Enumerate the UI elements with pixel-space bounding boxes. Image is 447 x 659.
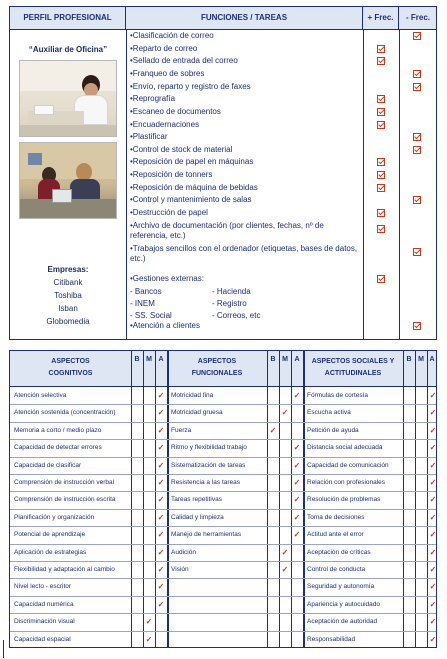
gestion-item: - Registro xyxy=(212,299,247,308)
header-menos-frec: - Frec. xyxy=(405,13,430,22)
check-mark-icon: ✓ xyxy=(293,460,301,470)
aspect-fun-label: Calidad y limpieza xyxy=(171,513,224,521)
aspect-fun-label: Sistematización de tareas xyxy=(171,461,246,469)
checkbox-icon xyxy=(377,171,385,179)
check-mark-icon: ✓ xyxy=(293,495,301,505)
check-mark-icon: ✓ xyxy=(157,582,165,592)
header-b: B xyxy=(134,356,140,363)
aspects-table xyxy=(9,350,437,648)
check-mark-icon: ✓ xyxy=(429,425,437,435)
column-divider xyxy=(279,351,280,647)
checkbox-icon xyxy=(377,95,385,103)
task-item xyxy=(130,145,362,155)
check-mark-icon: ✓ xyxy=(429,530,437,540)
aspect-fun-label xyxy=(167,596,267,613)
task-label: •Destrucción de papel xyxy=(130,208,208,217)
check-mark-icon: ✓ xyxy=(157,391,165,400)
check-mark-icon: ✓ xyxy=(157,512,165,522)
checkbox-icon xyxy=(413,70,421,78)
aspect-cog-label: Aplicación de estrategias xyxy=(14,548,87,556)
aspect-soc-label: Resolución de problemas xyxy=(307,496,381,504)
task-item xyxy=(130,94,362,104)
header-b: B xyxy=(270,356,276,363)
aspect-soc-label: Capacidad de comunicación xyxy=(307,461,389,469)
aspect-cog-label: Flexibilidad y adaptación al cambio xyxy=(14,566,115,573)
check-mark-icon: ✓ xyxy=(157,599,165,609)
aspect-cog-label: Comprensión de instrucción escrita xyxy=(14,496,116,504)
gestion-item: - Hacienda xyxy=(212,287,251,296)
gestion-item: - INEM xyxy=(130,299,155,308)
task-label: •Reposición de papel en máquinas xyxy=(130,157,254,166)
check-mark-icon: ✓ xyxy=(157,408,165,418)
aspect-soc-label: Control de conducta xyxy=(307,566,366,573)
task-item xyxy=(130,31,362,41)
check-mark-icon: ✓ xyxy=(429,512,437,522)
check-mark-icon: ✓ xyxy=(429,547,437,557)
task-label: •Trabajos sencillos con el ordenador (etiquetas, bases de datos, etc.) xyxy=(130,244,358,263)
task-label: •Reposición de máquina de bebidas xyxy=(130,182,258,192)
check-mark-icon: ✓ xyxy=(157,565,165,574)
aspect-cog-label: Capacidad de clasificar xyxy=(14,461,82,469)
check-mark-icon: ✓ xyxy=(157,443,165,453)
task-label: •Gestiones externas: xyxy=(130,274,204,283)
aspect-fun-label: Tareas repetitivas xyxy=(171,496,222,504)
check-mark-icon: ✓ xyxy=(157,495,165,505)
aspect-fun-label: Manejo de herramientas xyxy=(171,531,242,539)
header-mas-frec: + Frec. xyxy=(363,7,399,29)
aspect-cog-label: Capacidad numérica xyxy=(14,600,74,608)
column-divider xyxy=(126,30,127,339)
check-mark-icon: ✓ xyxy=(269,425,277,435)
aspect-soc-label: Toma de decisiones xyxy=(307,513,365,521)
profile-table-header xyxy=(10,7,436,30)
check-mark-icon: ✓ xyxy=(429,495,437,505)
check-mark-icon: ✓ xyxy=(429,617,437,627)
column-divider xyxy=(291,351,292,647)
check-mark-icon: ✓ xyxy=(281,565,289,574)
aspect-fun-label xyxy=(167,578,267,595)
header-funcionales: ASPECTOS FUNCIONALES xyxy=(191,358,243,377)
empresa-item: Isban xyxy=(58,304,78,313)
checkbox-icon xyxy=(413,196,421,204)
column-divider xyxy=(267,351,268,647)
aspect-cog-label: Capacidad de detectar errores xyxy=(14,444,102,452)
gestion-item: - Correos, etc xyxy=(212,311,261,320)
check-mark-icon: ✓ xyxy=(293,443,301,453)
checkbox-icon xyxy=(413,83,421,91)
check-mark-icon: ✓ xyxy=(429,599,437,609)
check-mark-icon: ✓ xyxy=(145,617,153,627)
aspect-cog-label: Atención sostenida (concentración) xyxy=(14,409,116,417)
task-item xyxy=(130,69,362,79)
check-mark-icon: ✓ xyxy=(429,565,437,574)
aspect-soc-label: Fórmulas de cortesía xyxy=(307,392,369,399)
aspect-soc-label: Apariencia y autocuidado xyxy=(307,600,380,608)
checkbox-icon xyxy=(377,57,385,65)
gestion-item: - SS. Social xyxy=(130,311,172,320)
aspect-soc-label: Aceptación de autoridad xyxy=(307,618,378,626)
checkbox-icon xyxy=(377,209,385,217)
task-label: •Clasificación de correo xyxy=(130,31,214,40)
check-mark-icon: ✓ xyxy=(293,512,301,522)
check-mark-icon: ✓ xyxy=(157,530,165,540)
aspect-cog-label: Discriminación visual xyxy=(14,618,75,626)
checkbox-icon xyxy=(377,184,385,192)
task-item xyxy=(130,221,362,241)
aspect-soc-label: Escucha activa xyxy=(307,409,351,417)
aspect-cog-label: Atención selectiva xyxy=(14,392,67,399)
office-worker-photo xyxy=(19,60,117,137)
task-item xyxy=(130,107,362,117)
column-divider xyxy=(415,351,416,647)
gestion-item: - Bancos xyxy=(130,287,162,296)
checkbox-icon xyxy=(377,45,385,53)
aspect-fun-label: Motricidad fina xyxy=(171,392,214,399)
column-divider xyxy=(155,351,156,647)
aspect-cog-label: Potencial de aprendizaje xyxy=(14,531,86,539)
header-cognitivos: ASPECTOS COGNITIVOS xyxy=(48,358,93,377)
aspect-soc-label: Actitud ante el error xyxy=(307,531,364,539)
check-mark-icon: ✓ xyxy=(293,391,301,400)
aspect-soc-label: Responsabilidad xyxy=(307,635,356,643)
task-label: •Franqueo de sobres xyxy=(130,69,205,78)
task-label: •Plastificar xyxy=(130,132,168,141)
check-mark-icon: ✓ xyxy=(429,478,437,487)
header-m: M xyxy=(418,356,424,363)
aspect-soc-label: Aceptación de críticas xyxy=(307,548,371,556)
check-mark-icon: ✓ xyxy=(429,408,437,418)
profile-table xyxy=(9,6,437,340)
checkbox-icon xyxy=(413,133,421,141)
header-perfil: PERFIL PROFESIONAL xyxy=(10,7,126,29)
check-mark-icon: ✓ xyxy=(429,634,437,644)
checkbox-icon xyxy=(377,158,385,166)
empresas-title: Empresas: xyxy=(47,265,89,274)
checkbox-icon xyxy=(377,275,385,283)
header-m: M xyxy=(146,356,152,363)
aspect-soc-label: Petición de ayuda xyxy=(307,426,359,434)
task-item xyxy=(130,244,362,264)
task-item xyxy=(130,44,362,54)
aspect-fun-label: Audición xyxy=(171,548,196,556)
checkbox-icon xyxy=(413,146,421,154)
task-item xyxy=(130,321,362,331)
task-item xyxy=(130,208,362,218)
column-divider xyxy=(131,351,132,647)
task-item xyxy=(130,56,362,66)
task-item xyxy=(130,274,362,284)
task-label: •Control de stock de material xyxy=(130,144,233,154)
task-item xyxy=(130,183,362,193)
aspect-soc-label: Relación con profesionales xyxy=(307,479,386,486)
aspect-cog-label: Comprensión de instrucción verbal xyxy=(14,479,115,486)
check-mark-icon: ✓ xyxy=(429,443,437,453)
role-title: “Auxiliar de Oficina” xyxy=(28,45,108,54)
check-mark-icon: ✓ xyxy=(293,530,301,540)
header-b: B xyxy=(406,356,412,363)
task-item xyxy=(130,82,362,92)
aspects-table-header xyxy=(10,351,436,387)
header-a: A xyxy=(158,356,164,363)
check-mark-icon: ✓ xyxy=(145,634,153,644)
aspect-fun-label: Resistencia a las tareas xyxy=(171,479,241,486)
aspect-fun-label: Visión xyxy=(171,566,189,573)
aspect-fun-label xyxy=(167,631,267,648)
header-funciones: FUNCIONES / TAREAS xyxy=(126,7,363,29)
aspect-cog-label: Nivel lecto - escritor xyxy=(14,583,72,591)
empresa-item: Globomedia xyxy=(46,317,90,326)
office-team-photo xyxy=(19,142,117,219)
task-label: •Archivo de documentación (por clientes, fechas, nº de referencia, etc.) xyxy=(130,220,324,240)
aspect-cog-label: Memoria a corto / medio plazo xyxy=(14,426,102,434)
checkbox-icon xyxy=(377,121,385,129)
checkbox-icon xyxy=(377,108,385,116)
margin-mark xyxy=(3,640,4,658)
check-mark-icon: ✓ xyxy=(429,582,437,592)
aspect-soc-label: Distancia social adecuada xyxy=(307,444,383,452)
aspect-soc-label: Seguridad y autonomía xyxy=(307,583,375,591)
aspect-fun-label xyxy=(167,613,267,630)
task-label: •Reposición de tonners xyxy=(130,170,213,179)
header-m: M xyxy=(282,356,288,363)
check-mark-icon: ✓ xyxy=(157,460,165,470)
aspect-fun-label: Fuerza xyxy=(171,426,192,434)
checkbox-icon xyxy=(413,32,421,40)
header-a: A xyxy=(429,356,435,363)
task-label: •Envío, reparto y registro de faxes xyxy=(130,81,251,91)
check-mark-icon: ✓ xyxy=(157,478,165,487)
header-sociales: ASPECTOS SOCIALES Y ACTITUDINALES xyxy=(311,358,395,377)
aspect-fun-label: Motricidad gruesa xyxy=(171,409,223,417)
task-label: •Encuadernaciones xyxy=(130,119,200,129)
task-item xyxy=(130,157,362,167)
aspect-fun-label: Ritmo y flexibilidad trabajo xyxy=(171,444,247,452)
task-item xyxy=(130,120,362,130)
check-mark-icon: ✓ xyxy=(293,478,301,487)
checkbox-icon xyxy=(413,248,421,256)
task-label: •Reprografía xyxy=(130,94,176,103)
check-mark-icon: ✓ xyxy=(281,547,289,557)
task-label: •Sellado de entrada del correo xyxy=(130,56,238,65)
task-label: •Control y mantenimiento de salas xyxy=(130,195,252,204)
check-mark-icon: ✓ xyxy=(157,547,165,557)
checkbox-icon xyxy=(377,225,385,233)
column-divider xyxy=(403,351,404,647)
column-divider xyxy=(427,351,428,647)
empresa-item: Citibank xyxy=(53,278,83,287)
task-label: •Atención a clientes xyxy=(130,321,200,330)
check-mark-icon: ✓ xyxy=(281,408,289,418)
task-label: •Escaneo de documentos xyxy=(130,107,221,116)
task-item xyxy=(130,170,362,180)
empresas-list xyxy=(10,263,126,328)
task-label: •Reparto de correo xyxy=(130,43,198,53)
task-item xyxy=(130,195,362,205)
check-mark-icon: ✓ xyxy=(429,460,437,470)
check-mark-icon: ✓ xyxy=(429,391,437,400)
checkbox-icon xyxy=(413,322,421,330)
check-mark-icon: ✓ xyxy=(157,425,165,435)
task-item xyxy=(130,132,362,142)
aspect-cog-label: Capacidad espacial xyxy=(14,635,71,643)
aspect-cog-label: Planificación y organización xyxy=(14,513,95,521)
empresa-item: Toshiba xyxy=(54,291,82,300)
column-divider xyxy=(143,351,144,647)
header-a: A xyxy=(294,356,300,363)
